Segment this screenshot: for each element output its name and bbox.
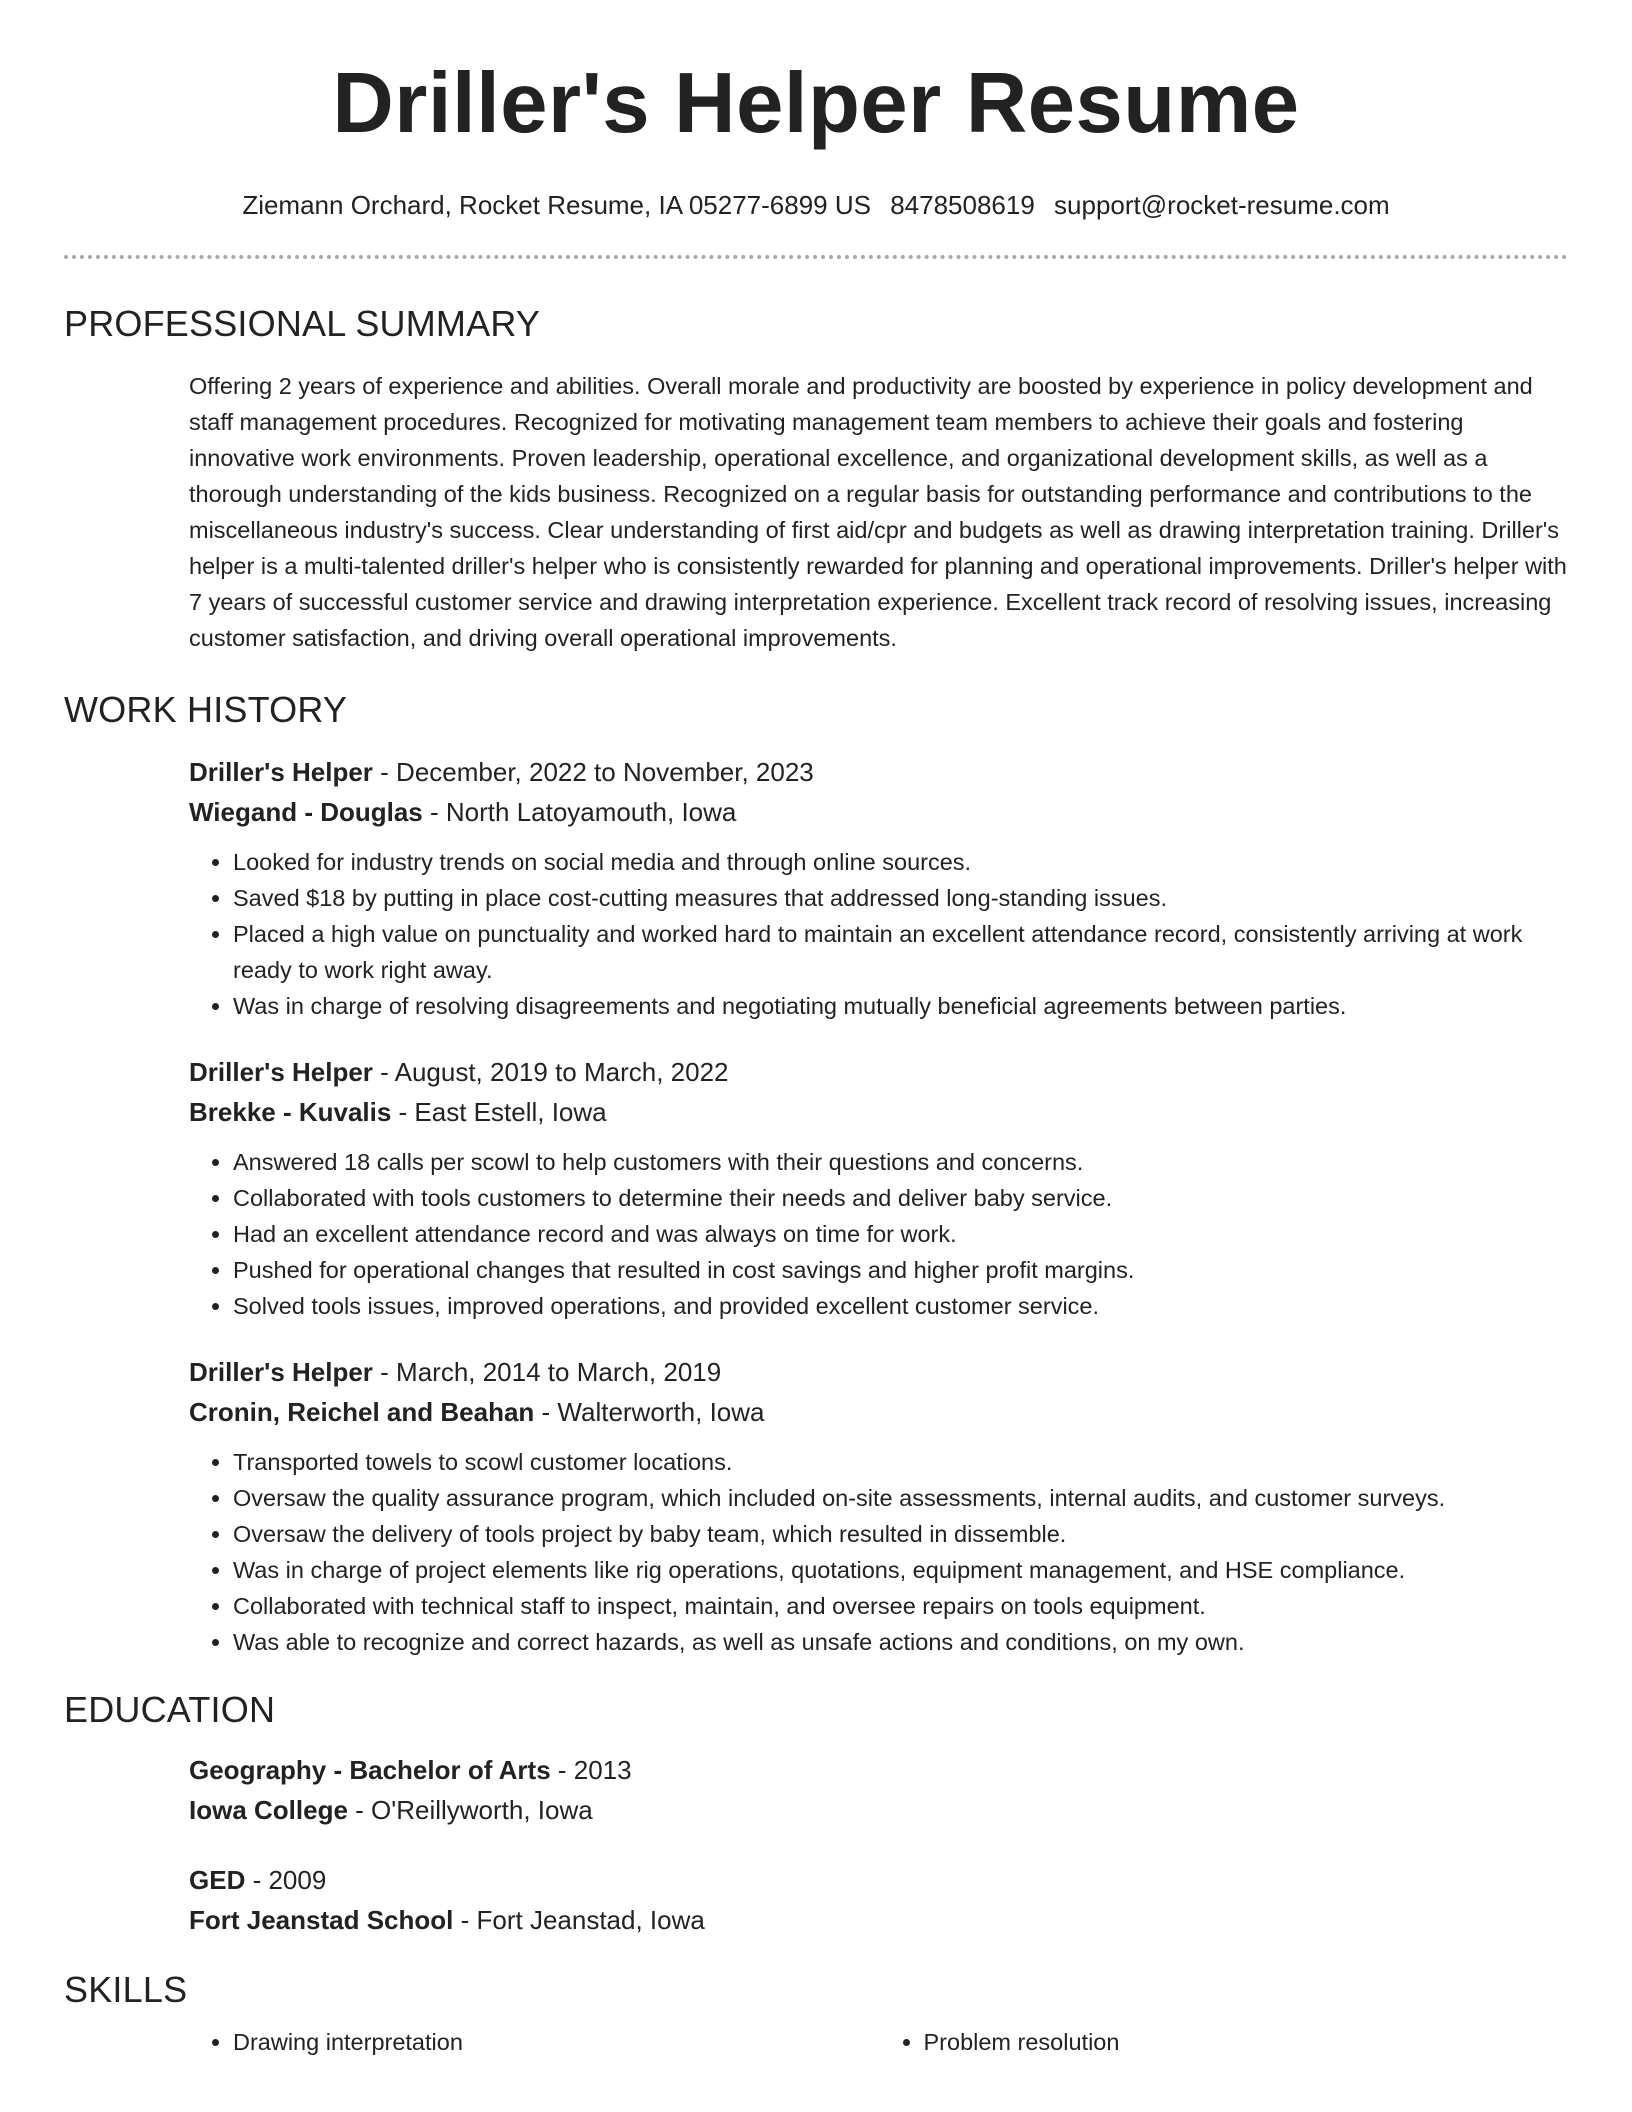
job-dates: - August, 2019 to March, 2022 [372, 1057, 729, 1087]
work-history-section [0, 688, 1632, 1660]
list-item: • Oversaw the delivery of tools project by baby team, which resulted in dissemble. [233, 1516, 1570, 1552]
list-item: • Looked for industry trends on social media and through online sources. [233, 844, 1570, 880]
job-bullets [189, 1444, 1570, 1660]
degree-name: GED [189, 1865, 246, 1895]
school-location: - Fort Jeanstad, Iowa [453, 1905, 705, 1935]
resume-header [0, 0, 1632, 222]
company-line [189, 1092, 1570, 1132]
skills-section [0, 1968, 1632, 2060]
job-title-line [189, 752, 1570, 792]
school-name: Iowa College [189, 1795, 348, 1825]
job-title-line [189, 1052, 1570, 1092]
list-item: • Was in charge of resolving disagreements and negotiating mutually beneficial agreements between parties. [233, 988, 1570, 1024]
list-item: • Oversaw the quality assurance program, which included on-site assessments, internal audits, and customer surveys. [233, 1480, 1570, 1516]
school-line [189, 1790, 1570, 1830]
skills-list-right [880, 2024, 1571, 2060]
contact-address: Ziemann Orchard, Rocket Resume, IA 05277-6899 US [242, 190, 871, 220]
job-entry [189, 752, 1570, 1024]
job-title: Driller's Helper [189, 1057, 373, 1087]
job-bullets [189, 844, 1570, 1024]
work-history-heading: WORK HISTORY [64, 689, 348, 730]
company-name: Brekke - Kuvalis [189, 1097, 392, 1127]
skill-item: • Drawing interpretation [233, 2024, 880, 2060]
list-item: • Transported towels to scowl customer locations. [233, 1444, 1570, 1480]
job-title-line [189, 1352, 1570, 1392]
list-item: • Collaborated with tools customers to determine their needs and deliver baby service. [233, 1180, 1570, 1216]
company-line [189, 1392, 1570, 1432]
degree-line [189, 1860, 1570, 1900]
list-item: • Answered 18 calls per scowl to help customers with their questions and concerns. [233, 1144, 1570, 1180]
list-item: • Collaborated with technical staff to inspect, maintain, and oversee repairs on tools equipment. [233, 1588, 1570, 1624]
list-item: • Was able to recognize and correct hazards, as well as unsafe actions and conditions, on my own. [233, 1624, 1570, 1660]
list-item: • Had an excellent attendance record and was always on time for work. [233, 1216, 1570, 1252]
list-item: • Saved $18 by putting in place cost-cutting measures that addressed long-standing issues. [233, 880, 1570, 916]
list-item: • Placed a high value on punctuality and worked hard to maintain an excellent attendance record, consistently arriving at work ready to work right away. [233, 916, 1570, 988]
education-entry [189, 1860, 1570, 1940]
company-location: - North Latoyamouth, Iowa [422, 797, 737, 827]
degree-name: Geography - Bachelor of Arts [189, 1755, 551, 1785]
job-entry [189, 1352, 1570, 1660]
company-name: Cronin, Reichel and Beahan [189, 1397, 535, 1427]
skills-list-left [189, 2024, 880, 2060]
header-divider [64, 255, 1568, 259]
school-line [189, 1900, 1570, 1940]
job-dates: - December, 2022 to November, 2023 [372, 757, 814, 787]
company-location: - East Estell, Iowa [391, 1097, 607, 1127]
list-item: • Solved tools issues, improved operations, and provided excellent customer service. [233, 1288, 1570, 1324]
education-section [0, 1688, 1632, 1940]
contact-line [0, 188, 1632, 222]
job-entry [189, 1052, 1570, 1324]
degree-line [189, 1750, 1570, 1790]
education-heading: EDUCATION [64, 1689, 276, 1730]
page-title: Driller's Helper Resume [332, 56, 1300, 151]
summary-text: Offering 2 years of experience and abilities. Overall morale and productivity are boosted by experience in policy development and staff management procedures. Recognized for motivating management team members to achieve their goals and fostering innovative work environments. Proven leadership, operational excellence, and organizational development skills, as well as a thorough understanding of the kids business. Recognized on a regular basis for outstanding performance and contributions to the miscellaneous industry's success. Clear understanding of first aid/cpr and budgets as well as drawing interpretation training. Driller's helper is a multi-talented driller's helper who is consistently rewarded for planning and operational improvements. Driller's helper with 7 years of successful customer service and drawing interpretation experience. Excellent track record of resolving issues, increasing customer satisfaction, and driving overall operational improvements. [189, 373, 1567, 651]
contact-phone: 8478508619 [890, 190, 1035, 220]
skill-item: • Problem resolution [924, 2024, 1571, 2060]
job-bullets [189, 1144, 1570, 1324]
job-dates: - March, 2014 to March, 2019 [372, 1357, 722, 1387]
summary-section [0, 302, 1632, 656]
degree-year: - 2009 [245, 1865, 327, 1895]
list-item: • Was in charge of project elements like rig operations, quotations, equipment management, and HSE compliance. [233, 1552, 1570, 1588]
company-location: - Walterworth, Iowa [534, 1397, 765, 1427]
company-name: Wiegand - Douglas [189, 797, 423, 827]
skills-heading: SKILLS [64, 1969, 188, 2010]
job-title: Driller's Helper [189, 1357, 373, 1387]
summary-heading: PROFESSIONAL SUMMARY [64, 303, 541, 344]
school-location: - O'Reillyworth, Iowa [347, 1795, 593, 1825]
skills-columns [189, 2024, 1570, 2060]
school-name: Fort Jeanstad School [189, 1905, 454, 1935]
company-line [189, 792, 1570, 832]
education-entry [189, 1750, 1570, 1830]
degree-year: - 2013 [550, 1755, 632, 1785]
job-title: Driller's Helper [189, 757, 373, 787]
contact-email: support@rocket-resume.com [1054, 190, 1390, 220]
list-item: • Pushed for operational changes that resulted in cost savings and higher profit margins. [233, 1252, 1570, 1288]
